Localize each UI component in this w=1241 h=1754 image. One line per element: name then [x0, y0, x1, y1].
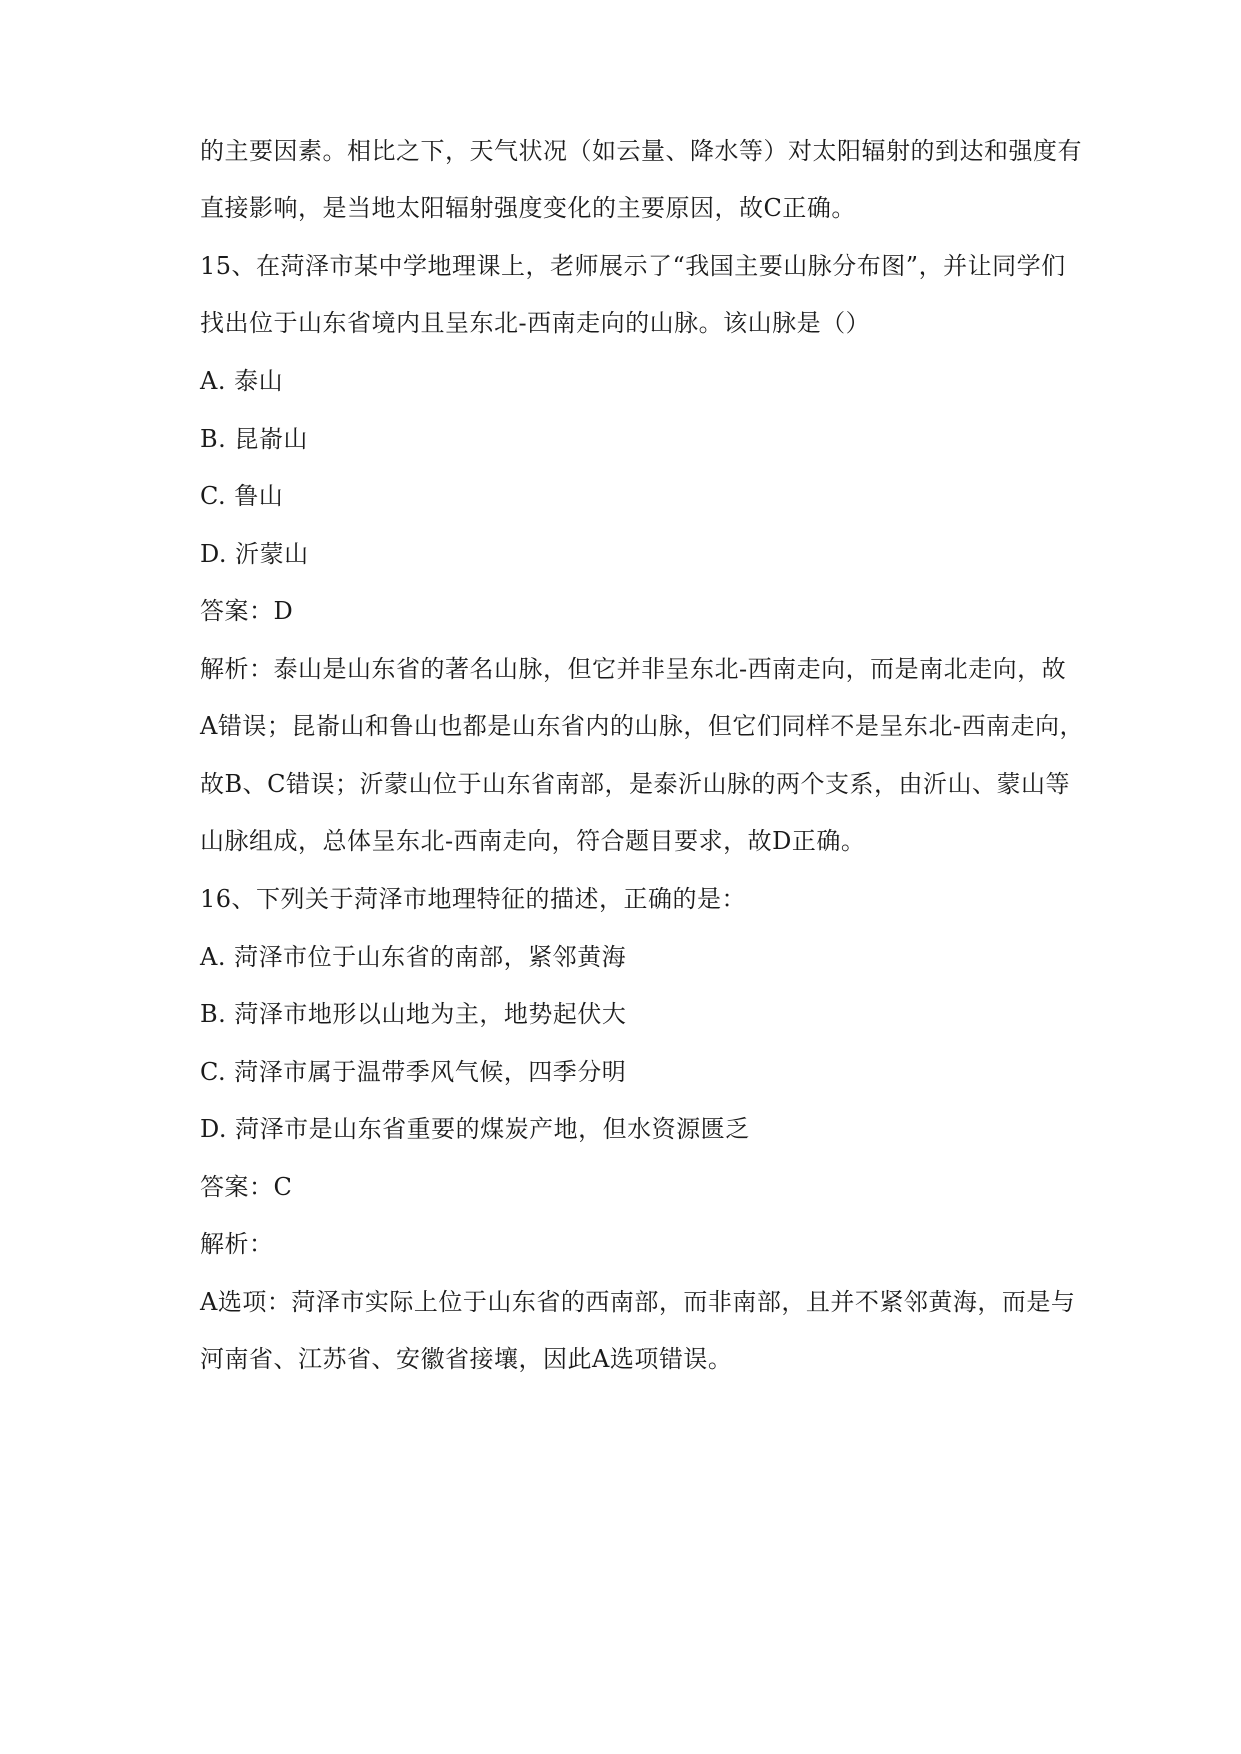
question-15-stem: 找出位于山东省境内且呈东北-西南走向的山脉。该山脉是（） — [200, 309, 871, 337]
question-16-option-b: B. 菏泽市地形以山地为主，地势起伏大 — [200, 1000, 627, 1028]
question-15-option-c: C. 鲁山 — [200, 482, 284, 510]
text-line: 的主要因素。相比之下，天气状况（如云量、降水等）对太阳辐射的到达和强度有 — [200, 137, 1082, 165]
question-15-explanation: 解析：泰山是山东省的著名山脉，但它并非呈东北-西南走向，而是南北走向，故 — [200, 655, 1067, 683]
question-16-explanation: A选项：菏泽市实际上位于山东省的西南部，而非南部，且并不紧邻黄海，而是与 — [200, 1288, 1076, 1316]
question-16-option-c: C. 菏泽市属于温带季风气候，四季分明 — [200, 1058, 627, 1086]
question-15-stem: 15、在菏泽市某中学地理课上，老师展示了“我国主要山脉分布图”，并让同学们 — [200, 252, 1066, 280]
question-16-option-a: A. 菏泽市位于山东省的南部，紧邻黄海 — [200, 943, 627, 971]
text-line: 直接影响，是当地太阳辐射强度变化的主要原因，故C正确。 — [200, 194, 856, 222]
question-15-answer: 答案：D — [200, 597, 294, 625]
question-16-stem: 16、下列关于菏泽市地理特征的描述，正确的是： — [200, 885, 747, 913]
question-15-explanation: 故B、C错误；沂蒙山位于山东省南部，是泰沂山脉的两个支系，由沂山、蒙山等 — [200, 770, 1070, 798]
question-15-explanation: 山脉组成，总体呈东北-西南走向，符合题目要求，故D正确。 — [200, 827, 866, 855]
question-16-explanation: 河南省、江苏省、安徽省接壤，因此A选项错误。 — [200, 1345, 733, 1373]
question-16-option-d: D. 菏泽市是山东省重要的煤炭产地，但水资源匮乏 — [200, 1115, 750, 1143]
question-15-option-a: A. 泰山 — [200, 367, 284, 395]
question-16-answer: 答案：C — [200, 1173, 293, 1201]
question-16-explanation-label: 解析： — [200, 1230, 274, 1258]
question-15-option-b: B. 昆嵛山 — [200, 425, 308, 453]
question-15-explanation: A错误；昆嵛山和鲁山也都是山东省内的山脉，但它们同样不是呈东北-西南走向， — [200, 712, 1084, 740]
question-15-option-d: D. 沂蒙山 — [200, 540, 309, 568]
